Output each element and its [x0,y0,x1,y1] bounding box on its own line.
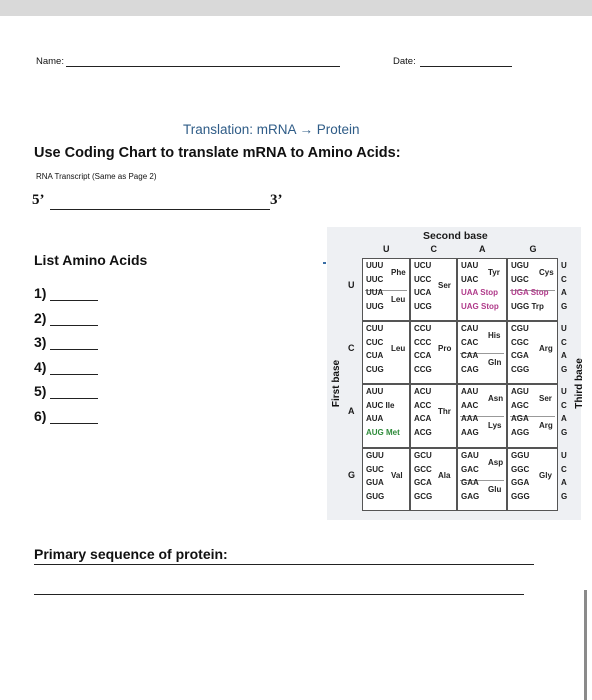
third-base-label: U [561,261,567,270]
third-base-label: C [561,274,567,284]
third-base-label: A [561,288,567,298]
third-base-label: U [561,324,567,333]
amino-item-blank[interactable] [50,374,98,375]
amino-acid-label: Cys [539,267,554,277]
first-base-title: First base [331,359,343,408]
amino-acid-label: His [488,330,501,340]
codon-text: UCA [414,288,432,298]
codon-text: GAU [461,451,479,460]
codon-text: AUG Met [366,427,400,437]
codon-text: CUC [366,337,384,347]
five-prime-label: 5’ [32,192,45,208]
amino-acid-label: Gln [488,358,502,367]
codon-text: AUA [366,414,384,424]
second-base-label: C [430,244,437,254]
three-prime-label: 3’ [270,192,283,208]
codon-text: ACA [414,414,432,424]
amino-acid-label: Ser [438,281,451,291]
codon-text: UAG Stop [461,301,499,311]
instructions: Use Coding Chart to translate mRNA to Amino Acids: [34,145,401,161]
codon-text: GGG [511,491,530,501]
amino-acid-label: Lys [488,421,502,430]
codon-text: CAG [461,364,479,374]
codon-text: UUA [366,288,384,298]
codon-text: ACC [414,400,432,410]
codon-text: GAG [461,491,480,501]
codon-text: UAA Stop [461,288,499,298]
codon-text: CCA [414,351,432,361]
codon-text: CUU [366,324,384,333]
codon-text: AUU [366,387,384,396]
codon-text: AAA [461,414,479,424]
codon-text: GGU [511,451,530,460]
primary-blank-1[interactable] [34,564,534,565]
third-base-label: A [561,351,567,361]
codon-text: GGA [511,478,530,488]
amino-acid-label: Glu [488,485,502,494]
codon-text: GCG [414,491,433,501]
third-base-title: Third base [573,358,585,409]
codon-text: CUA [366,351,384,361]
codon-text: UAU [461,261,479,270]
amino-item-label: 4) [34,358,47,375]
third-base-label: C [561,337,567,347]
amino-acid-label: Gly [539,471,552,481]
codon-text: GUA [366,478,384,488]
transcript-blank[interactable] [50,209,270,210]
first-base-label: G [348,470,356,480]
codon-text: AUC Ile [366,400,395,410]
amino-acid-label: Arg [539,421,553,430]
amino-acid-label: Tyr [488,267,500,277]
date-label: Date: [393,56,416,67]
codon-text: AGC [511,400,529,410]
codon-text: CAA [461,351,479,361]
amino-acid-label: Val [391,471,403,481]
date-blank[interactable] [420,66,512,67]
codon-text: CGU [511,324,529,333]
page-title: Translation: mRNA → Protein [183,122,360,137]
name-blank[interactable] [66,66,340,67]
codon-text: CCC [414,337,432,347]
amino-item-label: 1) [34,285,47,301]
codon-text: UCG [414,301,432,311]
primary-blank-2[interactable] [34,594,524,595]
amino-item-label: 5) [34,383,47,399]
codon-text: GUG [366,491,385,501]
codon-text: CCG [414,364,432,374]
codon-text: GCC [414,464,432,474]
second-base-label: A [479,244,486,254]
third-base-label: G [561,427,568,437]
third-base-label: G [561,364,568,374]
amino-item-blank[interactable] [50,349,98,350]
primary-sequence-label: Primary sequence of protein: [34,546,228,562]
codon-text: AGU [511,387,529,396]
codon-text: UCU [414,261,432,270]
codon-text: ACU [414,387,432,396]
second-base-label: U [383,244,390,254]
codon-text: UCC [414,274,432,284]
codon-text: CGA [511,351,529,361]
codon-text: CAC [461,337,479,347]
first-base-label: A [348,406,355,416]
amino-item-blank[interactable] [50,325,98,326]
codon-text: ACG [414,427,432,437]
codon-text: GAC [461,464,479,474]
first-base-label: U [348,280,355,290]
codon-text: GCA [414,478,432,488]
codon-text: AGG [511,427,530,437]
amino-acid-label: Phe [391,267,406,277]
codon-text: AGA [511,414,529,424]
codon-text: CGG [511,364,530,374]
first-base-label: C [348,343,355,353]
third-base-label: U [561,451,567,460]
amino-item-blank[interactable] [50,398,98,399]
codon-text: CAU [461,324,479,333]
amino-acid-label: Ser [539,393,552,403]
amino-item-label: 2) [34,309,47,326]
codon-text: UGG Trp [511,301,544,311]
amino-acid-label: Thr [438,407,451,417]
amino-item-blank[interactable] [50,300,98,301]
codon-text: AAG [461,427,479,437]
amino-acid-label: Pro [438,344,452,354]
amino-acid-label: Arg [539,344,553,354]
amino-acid-label: Leu [391,344,406,354]
amino-list-title: List Amino Acids [34,252,148,268]
name-label: Name: [36,56,64,67]
third-base-label: A [561,478,567,488]
codon-text: UUG [366,301,384,311]
amino-acid-label: Asn [488,393,504,403]
codon-text: GCU [414,451,432,460]
codon-text: CGC [511,337,529,347]
codon-text: AAU [461,387,479,396]
third-base-label: C [561,464,567,474]
codon-text: CUG [366,364,384,374]
codon-text: GUU [366,451,384,460]
second-base-title: Second base [423,230,488,242]
amino-acid-label: Leu [391,295,406,304]
codon-text: GGC [511,464,530,474]
amino-acid-label: Asp [488,457,504,467]
third-base-label: C [561,400,567,410]
codon-text: GUC [366,464,384,474]
amino-acid-label: Ala [438,471,451,481]
codon-text: UGA Stop [511,288,549,298]
amino-item-label: 6) [34,407,47,424]
third-base-label: G [561,301,568,311]
codon-text: UUU [366,261,384,270]
scrollbar[interactable] [584,590,587,700]
codon-text: UGU [511,261,529,270]
third-base-label: U [561,387,567,396]
amino-item-blank[interactable] [50,423,98,424]
codon-text: CCU [414,324,432,333]
codon-text: AAC [461,400,479,410]
codon-text: GAA [461,478,479,488]
third-base-label: A [561,414,567,424]
third-base-label: G [561,491,568,501]
codon-text: UAC [461,274,479,284]
marker-dash [323,262,326,264]
codon-text: UUC [366,274,384,284]
transcript-label: RNA Transcript (Same as Page 2) [36,172,157,181]
second-base-label: G [529,244,537,254]
top-bar [0,0,592,16]
amino-item-label: 3) [34,334,47,350]
codon-text: UGC [511,274,529,284]
